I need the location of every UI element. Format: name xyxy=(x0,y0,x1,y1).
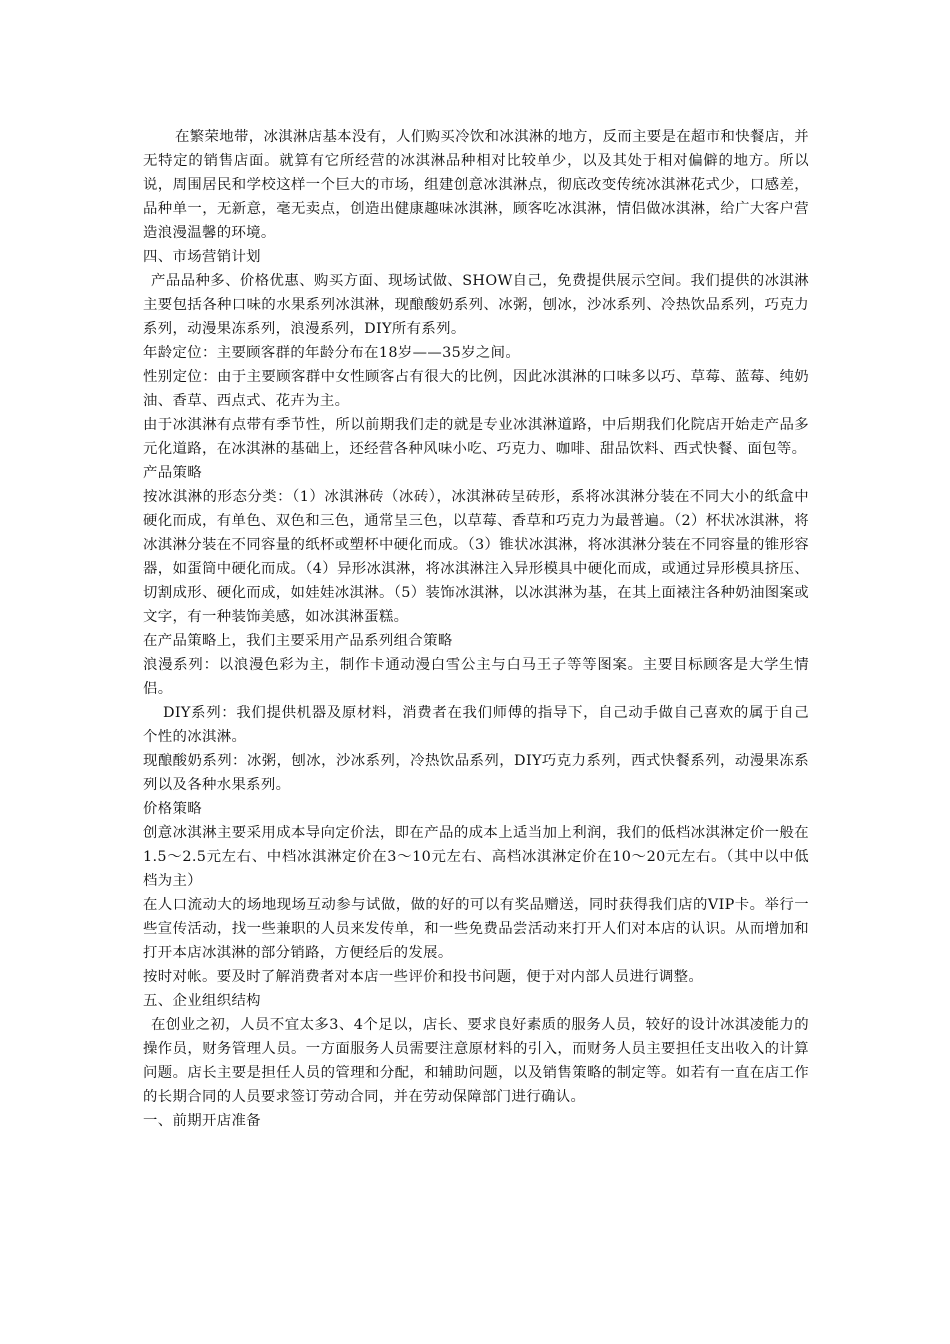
subheading-product-strategy: 产品策略 xyxy=(143,465,202,481)
section-heading-organization: 五、企业组织结构 xyxy=(143,993,261,1009)
product-series-intro: 在产品策略上，我们主要采用产品系列组合策略 xyxy=(143,633,453,649)
diy-series-paragraph: DIY系列：我们提供机器及原材料，消费者在我们师傅的指导下，自己动手做自己喜欢的属于自己个性的冰淇淋。 xyxy=(143,705,809,745)
age-positioning-paragraph: 年龄定位：主要顾客群的年龄分布在18岁——35岁之间。 xyxy=(143,345,521,361)
document-body xyxy=(143,125,809,1133)
marketing-paragraph: 产品品种多、价格优惠、购买方面、现场试做、SHOW自己，免费提供展示空间。我们提供的冰淇淋主要包括各种口味的水果系列冰淇淋，现酿酸奶系列、冰粥，刨冰，沙冰系列、冷热饮品系列，巧克力系列，动漫果冻系列，浪漫系列，DIY所有系列。 xyxy=(143,273,809,337)
gender-positioning-paragraph: 性别定位：由于主要顾客群中女性顾客占有很大的比例，因此冰淇淋的口味多以巧、草莓、蓝莓、纯奶油、香草、西点式、花卉为主。 xyxy=(143,369,809,409)
organization-paragraph: 在创业之初，人员不宜太多3、4个足以，店长、要求良好素质的服务人员，较好的设计冰淇凌能力的操作员，财务管理人员。一方面服务人员需要注意原材料的引入，而财务人员主要担任支出收入的计算问题。店长主要是担任人员的管理和分配，和辅助问题，以及销售策略的制定等。如若有一直在店工作的长期合同的人员要求签订劳动合同，并在劳动保障部门进行确认。 xyxy=(143,1017,809,1105)
section-heading-preparation: 一、前期开店准备 xyxy=(143,1113,261,1129)
seasonality-paragraph: 由于冰淇淋有点带有季节性，所以前期我们走的就是专业冰淇淋道路，中后期我们化院店开始走产品多元化道路，在冰淇淋的基础上，还经营各种风味小吃、巧克力、咖啡、甜品饮料、西式快餐、面包等。 xyxy=(143,417,809,457)
yogurt-series-paragraph: 现酿酸奶系列：冰粥，刨冰，沙冰系列，冷热饮品系列，DIY巧克力系列，西式快餐系列，动漫果冻系列以及各种水果系列。 xyxy=(143,753,809,793)
pricing-paragraph: 创意冰淇淋主要采用成本导向定价法，即在产品的成本上适当加上利润，我们的低档冰淇淋定价一般在1.5～2.5元左右、中档冰淇淋定价在3～10元左右、高档冰淇淋定价在10～20元左右。（其中以中低档为主） xyxy=(143,825,809,889)
promotion-paragraph: 在人口流动大的场地现场互动参与试做，做的好的可以有奖品赠送，同时获得我们店的VIP卡。举行一些宣传活动，找一些兼职的人员来发传单，和一些免费品尝活动来打开人们对本店的认识。从而增加和打开本店冰淇淋的部分销路，方便经后的发展。 xyxy=(143,897,809,961)
romantic-series-paragraph: 浪漫系列：以浪漫色彩为主，制作卡通动漫白雪公主与白马王子等等图案。主要目标顾客是大学生情侣。 xyxy=(143,657,809,697)
subheading-price-strategy: 价格策略 xyxy=(143,801,202,817)
section-heading-marketing-plan: 四、市场营销计划 xyxy=(143,249,261,265)
accounting-paragraph: 按时对帐。要及时了解消费者对本店一些评价和投书问题，便于对内部人员进行调整。 xyxy=(143,969,704,985)
intro-paragraph: 在繁荣地带，冰淇淋店基本没有，人们购买冷饮和冰淇淋的地方，反而主要是在超市和快餐店，并无特定的销售店面。就算有它所经营的冰淇淋品种相对比较单少，以及其处于相对偏僻的地方。所以说，周围居民和学校这样一个巨大的市场，组建创意冰淇淋点，彻底改变传统冰淇淋花式少，口感差，品种单一，无新意，毫无卖点，创造出健康趣味冰淇淋，顾客吃冰淇淋，情侣做冰淇淋，给广大客户营造浪漫温馨的环境。 xyxy=(143,129,809,241)
product-form-paragraph: 按冰淇淋的形态分类：（1）冰淇淋砖（冰砖），冰淇淋砖呈砖形，系将冰淇淋分装在不同大小的纸盒中硬化而成，有单色、双色和三色，通常呈三色，以草莓、香草和巧克力为最普遍。（2）杯状冰淇淋，将冰淇淋分装在不同容量的纸杯或塑杯中硬化而成。（3）锥状冰淇淋，将冰淇淋分装在不同容量的锥形容器，如蛋筒中硬化而成。（4）异形冰淇淋，将冰淇淋注入异形模具中硬化而成，或通过异形模具挤压、切割成形、硬化而成，如娃娃冰淇淋。（5）装饰冰淇淋，以冰淇淋为基，在其上面裱注各种奶油图案或文字，有一种装饰美感，如冰淇淋蛋糕。 xyxy=(143,489,809,625)
